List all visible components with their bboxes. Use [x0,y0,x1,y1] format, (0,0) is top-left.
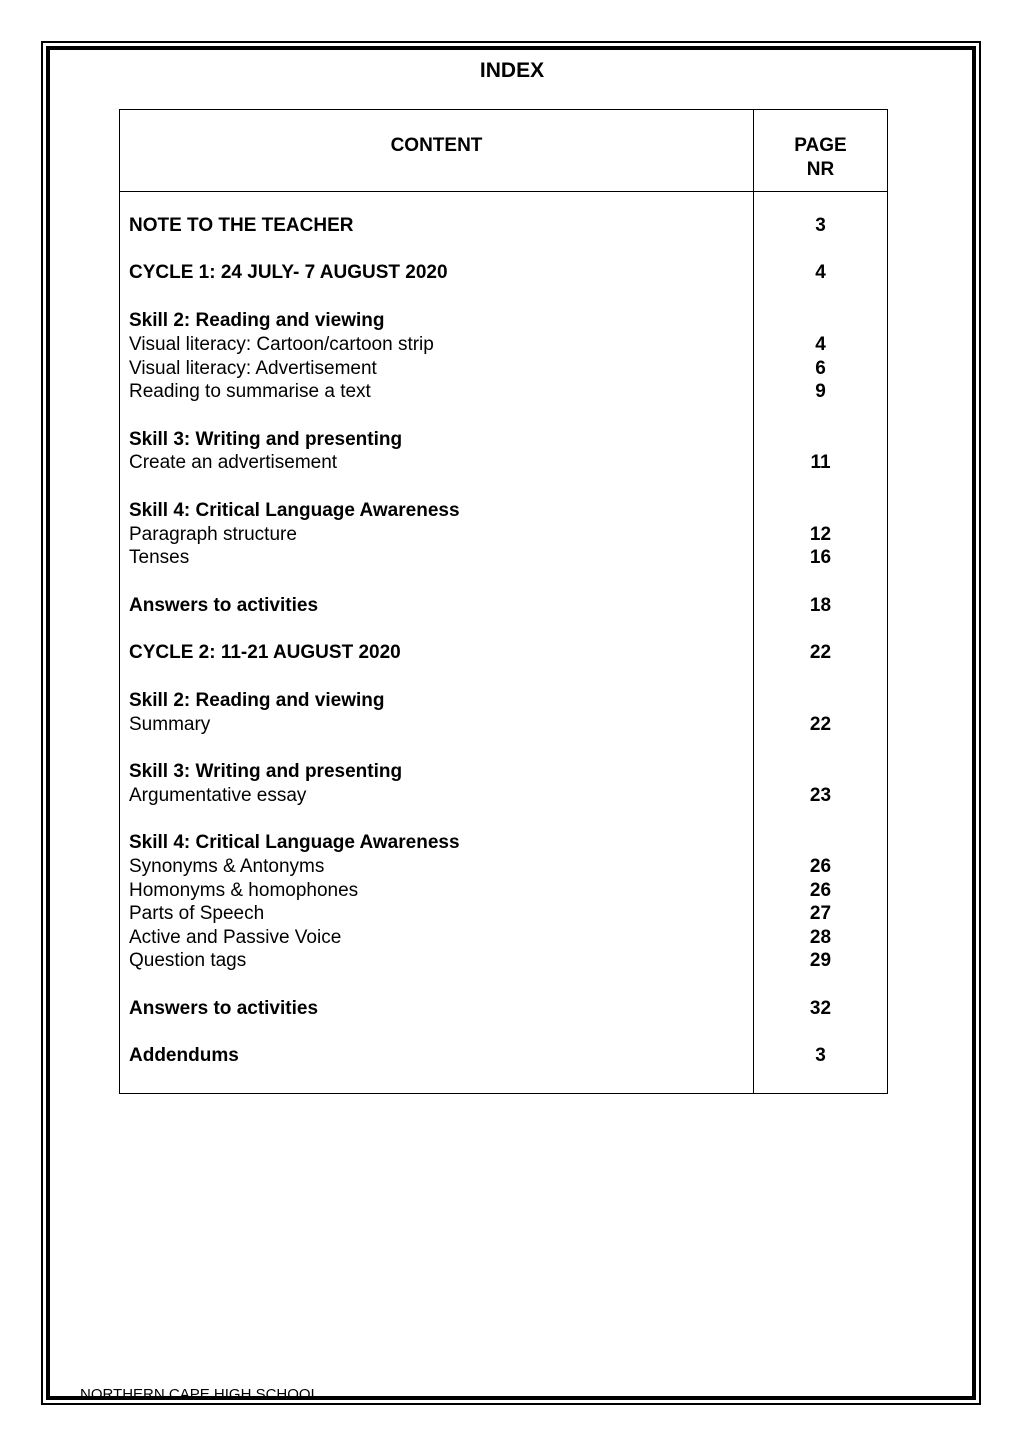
index-row [120,926,887,950]
row-label: CYCLE 2: 11-21 AUGUST 2020 [129,642,401,663]
row-label: Addendums [129,1045,239,1066]
row-page-number: 29 [809,950,832,971]
row-page-number: 22 [809,714,832,735]
row-page-number: 4 [815,262,826,283]
index-table [119,109,888,1094]
row-label: Visual literacy: Advertisement [129,358,377,379]
page-header-line2: NR [806,159,835,180]
index-row [120,997,887,1021]
index-row [120,949,887,973]
index-row [120,380,887,404]
row-label: Skill 4: Critical Language Awareness [129,500,460,521]
index-row [120,831,887,855]
page-column-header [754,134,887,182]
row-page-number: 28 [809,927,832,948]
content-column-header: CONTENT [390,135,483,156]
row-page-number: 26 [809,880,832,901]
index-row [120,784,887,808]
row-label: Answers to activities [129,998,319,1019]
row-label: Skill 3: Writing and presenting [129,761,403,782]
row-page-number: 3 [815,215,826,236]
row-label: NOTE TO THE TEACHER [129,215,354,236]
row-label: CYCLE 1: 24 JULY- 7 AUGUST 2020 [129,262,448,283]
row-page-number: 6 [815,358,826,379]
row-label: Skill 3: Writing and presenting [129,429,403,450]
row-label: Skill 2: Reading and viewing [129,690,385,711]
index-row [120,902,887,926]
row-label: Answers to activities [129,595,319,616]
index-row [120,713,887,737]
school-name-footer: NORTHERN CAPE HIGH SCHOOL [80,1386,319,1403]
row-page-number: 3 [815,1045,826,1066]
row-page-number: 11 [810,452,831,473]
row-label: Synonyms & Antonyms [129,856,325,877]
index-row [120,641,887,665]
row-label: Reading to summarise a text [129,381,371,402]
index-row [120,214,887,238]
index-row [120,689,887,713]
index-row [120,499,887,523]
row-page-number: 18 [809,595,832,616]
row-page-number: 32 [809,998,832,1019]
row-label: Tenses [129,547,190,568]
row-label: Skill 2: Reading and viewing [129,310,385,331]
row-label: Visual literacy: Cartoon/cartoon strip [129,334,434,355]
index-row [120,357,887,381]
index-row [120,309,887,333]
index-row [120,855,887,879]
row-page-number: 22 [809,642,832,663]
row-page-number: 9 [815,381,826,402]
index-row [120,1044,887,1068]
index-row [120,546,887,570]
page-title: INDEX [479,59,545,82]
row-label: Argumentative essay [129,785,307,806]
row-page-number: 4 [815,334,826,355]
row-page-number: 16 [809,547,832,568]
row-label: Paragraph structure [129,524,297,545]
row-label: Summary [129,714,211,735]
index-row [120,523,887,547]
row-page-number: 12 [809,524,832,545]
page-header-line1: PAGE [794,135,847,156]
index-row [120,428,887,452]
index-row [120,333,887,357]
index-row [120,594,887,618]
row-page-number: 26 [809,856,832,877]
row-page-number: 27 [809,903,832,924]
index-row [120,451,887,475]
row-label: Parts of Speech [129,903,265,924]
row-label: Create an advertisement [129,452,338,473]
row-label: Active and Passive Voice [129,927,342,948]
row-label: Skill 4: Critical Language Awareness [129,832,460,853]
index-row [120,261,887,285]
row-label: Homonyms & homophones [129,880,359,901]
header-divider [120,191,887,192]
row-label: Question tags [129,950,247,971]
row-page-number: 23 [809,785,832,806]
index-row [120,879,887,903]
index-row [120,760,887,784]
